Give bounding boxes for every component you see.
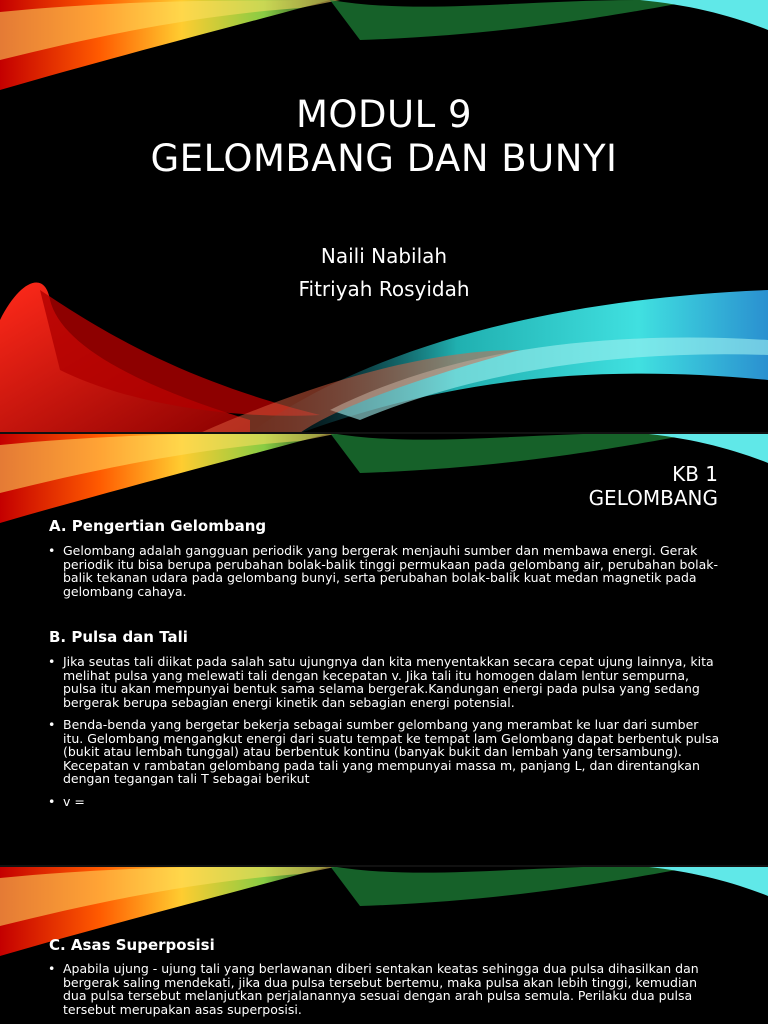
bullet-list-a — [48, 544, 720, 607]
swoosh-decoration — [0, 0, 768, 433]
section-heading-c: C. Asas Superposisi — [49, 936, 215, 954]
list-item: • Benda-benda yang bergetar bekerja sebagai sumber gelombang yang merambat ke luar dari sumber itu. Gelombang mengangkut energi dari suatu tempat ke tempat lam Gelombang dapat berbentuk pulsa (bukit atau lembah tunggal) atau berbentuk kontinu (banyak bukit dan lembah yang tersambung). Kecepatan v rambatan gelombang pada tali yang mempunyai massa m, panjang L, dan direntangkan dengan tegangan tali T sebagai berikut — [48, 718, 720, 786]
title-slide — [0, 0, 768, 433]
content-slide-kb1 — [0, 433, 768, 866]
kb-topic: GELOMBANG — [588, 486, 718, 510]
content-slide-superposition — [0, 866, 768, 1024]
slide-title-line2: GELOMBANG DAN BUNYI — [150, 137, 618, 180]
author-name-1: Naili Nabilah — [320, 244, 448, 268]
bullet-list-c — [48, 962, 720, 1024]
list-item: • Gelombang adalah gangguan periodik yang bergerak menjauhi sumber dan membawa energi. Gerak periodik itu bisa berupa perubahan bolak-balik tinggi permukaan pada gelombang air, perubahan bolak-balik tekanan udara pada gelombang bunyi, serta perubahan bolak-balik kuat medan magnetik pada gelombang cahaya. — [48, 544, 720, 598]
list-item: • Jika seutas tali diikat pada salah satu ujungnya dan kita menyentakkan secara cepat ujung lainnya, kita melihat pulsa yang melewati tali dengan kecepatan v. Jika tali itu homogen dalam lentur sempurna, pulsa itu akan mempunyai bentuk sama selama bergerak.Kandungan energi pada pulsa yang sedang bergerak berupa sebagian energi kinetik dan sebagian energi potensial. — [48, 655, 720, 709]
author-name-2: Fitriyah Rosyidah — [298, 277, 470, 301]
kb-label: KB 1 — [672, 462, 718, 486]
list-item: • Apabila ujung - ujung tali yang berlawanan diberi sentakan keatas sehingga dua pulsa dihasilkan dan bergerak saling mendekati, jika dua pulsa tersebut bertemu, maka pulsa akan lebih tinggi, kemudian dua pulsa tersebut melanjutkan perjalanannya sesuai dengan arah pulsa semula. Perilaku dua pulsa tersebut merupakan asas superposisi. — [48, 962, 720, 1016]
list-item: • v = — [48, 795, 720, 809]
section-heading-b: B. Pulsa dan Tali — [49, 628, 188, 646]
slide-divider — [0, 865, 768, 867]
section-heading-a: A. Pengertian Gelombang — [49, 517, 267, 535]
slide-divider — [0, 432, 768, 434]
slide-title-line1: MODUL 9 — [295, 93, 473, 136]
bullet-list-b — [48, 655, 720, 817]
